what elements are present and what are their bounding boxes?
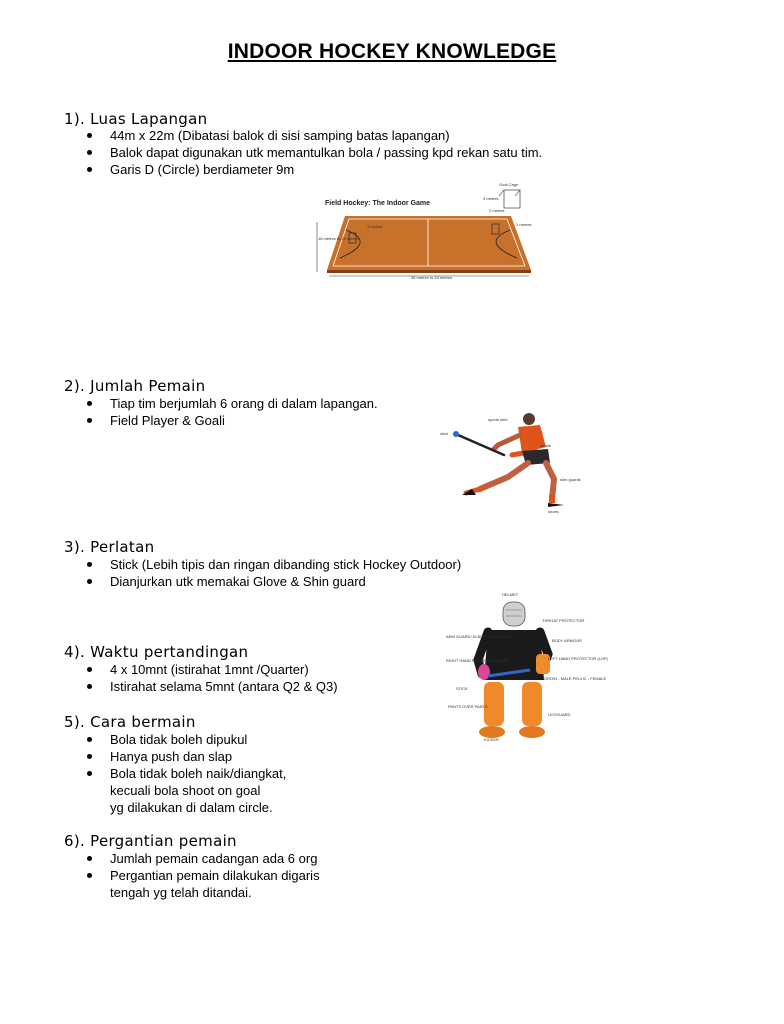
bullet-icon bbox=[87, 418, 92, 423]
svg-text:3 metres: 3 metres bbox=[483, 196, 499, 201]
section-list-equipment bbox=[87, 556, 461, 590]
stick-label: stick bbox=[440, 431, 448, 436]
list-item: 4 x 10mnt (istirahat 1mnt /Quarter) bbox=[87, 661, 338, 678]
court-edge bbox=[327, 270, 531, 273]
ball-icon bbox=[453, 431, 459, 437]
arm-guard-label: ARM GUARD/ ELBOW PROTECTOR bbox=[446, 634, 514, 639]
right-hand-protector bbox=[478, 664, 490, 680]
d-label: 3 metres bbox=[367, 224, 383, 229]
list-item: Field Player & Goali bbox=[87, 412, 378, 429]
pants-label: PANTS OVER PANTS bbox=[448, 704, 488, 709]
bullet-icon bbox=[87, 684, 92, 689]
field-player-figure bbox=[436, 405, 602, 517]
goal-cage-label: Goal Cage bbox=[499, 182, 519, 187]
shorts-label: shorts bbox=[540, 443, 551, 448]
bullet-icon bbox=[87, 737, 92, 742]
list-item: Bola tidak boleh naik/diangkat, kecuali bola shoot on goal yg dilakukan di dalam circle. bbox=[87, 765, 286, 816]
list-item: Garis D (Circle) berdiameter 9m bbox=[87, 161, 542, 178]
helmet-icon bbox=[503, 602, 525, 626]
helmet-label: HELMET bbox=[502, 592, 519, 597]
bullet-icon bbox=[87, 667, 92, 672]
bullet-icon bbox=[87, 150, 92, 155]
section-heading-how-to-play: 5). Cara bermain bbox=[64, 713, 196, 731]
legguard-label: LEGGUARD bbox=[548, 712, 571, 717]
legguard-right bbox=[522, 682, 542, 726]
bullet-icon bbox=[87, 579, 92, 584]
rhp-label: RIGHT HAND PROTECTOR (RHP) bbox=[446, 658, 510, 663]
shin-guards-label: shin guards bbox=[560, 477, 581, 482]
groin-label: GROIN - MALE PELVIC - FEMALE bbox=[544, 676, 607, 681]
stick-label: STICK bbox=[456, 686, 468, 691]
list-item: Jumlah pemain cadangan ada 6 org bbox=[87, 850, 320, 867]
indoor-field-diagram bbox=[315, 178, 537, 280]
bullet-icon bbox=[87, 133, 92, 138]
kicker-right bbox=[519, 726, 545, 738]
kicker-label: KICKER bbox=[484, 737, 499, 742]
list-item: 44m x 22m (Dibatasi balok di sisi samping batas lapangan) bbox=[87, 127, 542, 144]
lhp-label: LEFT HAND PROTECTOR (LHP) bbox=[548, 656, 608, 661]
section-heading-match-time: 4). Waktu pertandingan bbox=[64, 643, 249, 661]
bullet-icon bbox=[87, 873, 92, 878]
list-item: Istirahat selama 5mnt (antara Q2 & Q3) bbox=[87, 678, 338, 695]
section-list-how-to-play bbox=[87, 731, 286, 816]
court-surface bbox=[327, 216, 531, 270]
list-item: Balok dapat digunakan utk memantulkan bola / passing kpd rekan satu tim. bbox=[87, 144, 542, 161]
field-length-label: 36 metres to 44 metres bbox=[411, 275, 453, 280]
body-armour-label: BODY ARMOUR bbox=[552, 638, 582, 643]
throat-protector-label: THROAT PROTECTOR bbox=[542, 618, 585, 623]
player-head bbox=[523, 413, 535, 425]
page-title: INDOOR HOCKEY KNOWLEDGE bbox=[227, 40, 557, 63]
svg-text:2 metres: 2 metres bbox=[489, 208, 505, 213]
shoes-label: shoes bbox=[548, 509, 559, 514]
section-heading-players: 2). Jumlah Pemain bbox=[64, 377, 206, 395]
field-width-label: 18 metres to 22 metres bbox=[318, 236, 360, 241]
section-list-players bbox=[87, 395, 378, 429]
section-heading-equipment: 3). Perlatan bbox=[64, 538, 155, 556]
section-list-match-time bbox=[87, 661, 338, 695]
list-item: Tiap tim berjumlah 6 orang di dalam lapangan. bbox=[87, 395, 378, 412]
goalie-equipment-figure bbox=[444, 590, 608, 743]
section-heading-field-size: 1). Luas Lapangan bbox=[64, 110, 208, 128]
section-heading-substitution: 6). Pergantian pemain bbox=[64, 832, 237, 850]
bullet-icon bbox=[87, 562, 92, 567]
section-list-field-size bbox=[87, 127, 542, 178]
bullet-icon bbox=[87, 856, 92, 861]
list-item: Pergantian pemain dilakukan digaris tengah yg telah ditandai. bbox=[87, 867, 320, 901]
list-item: Hanya push dan slap bbox=[87, 748, 286, 765]
list-item: Dianjurkan utk memakai Glove & Shin guard bbox=[87, 573, 461, 590]
list-item: Bola tidak boleh dipukul bbox=[87, 731, 286, 748]
field-diagram-title: Field Hockey: The Indoor Game bbox=[325, 200, 431, 207]
shirt-label: sports shirt bbox=[488, 417, 508, 422]
bullet-icon bbox=[87, 754, 92, 759]
list-item: Stick (Lebih tipis dan ringan dibanding stick Hockey Outdoor) bbox=[87, 556, 461, 573]
bullet-icon bbox=[87, 771, 92, 776]
svg-text:1 metres: 1 metres bbox=[516, 222, 532, 227]
bullet-icon bbox=[87, 167, 92, 172]
bullet-icon bbox=[87, 401, 92, 406]
section-list-substitution bbox=[87, 850, 320, 901]
